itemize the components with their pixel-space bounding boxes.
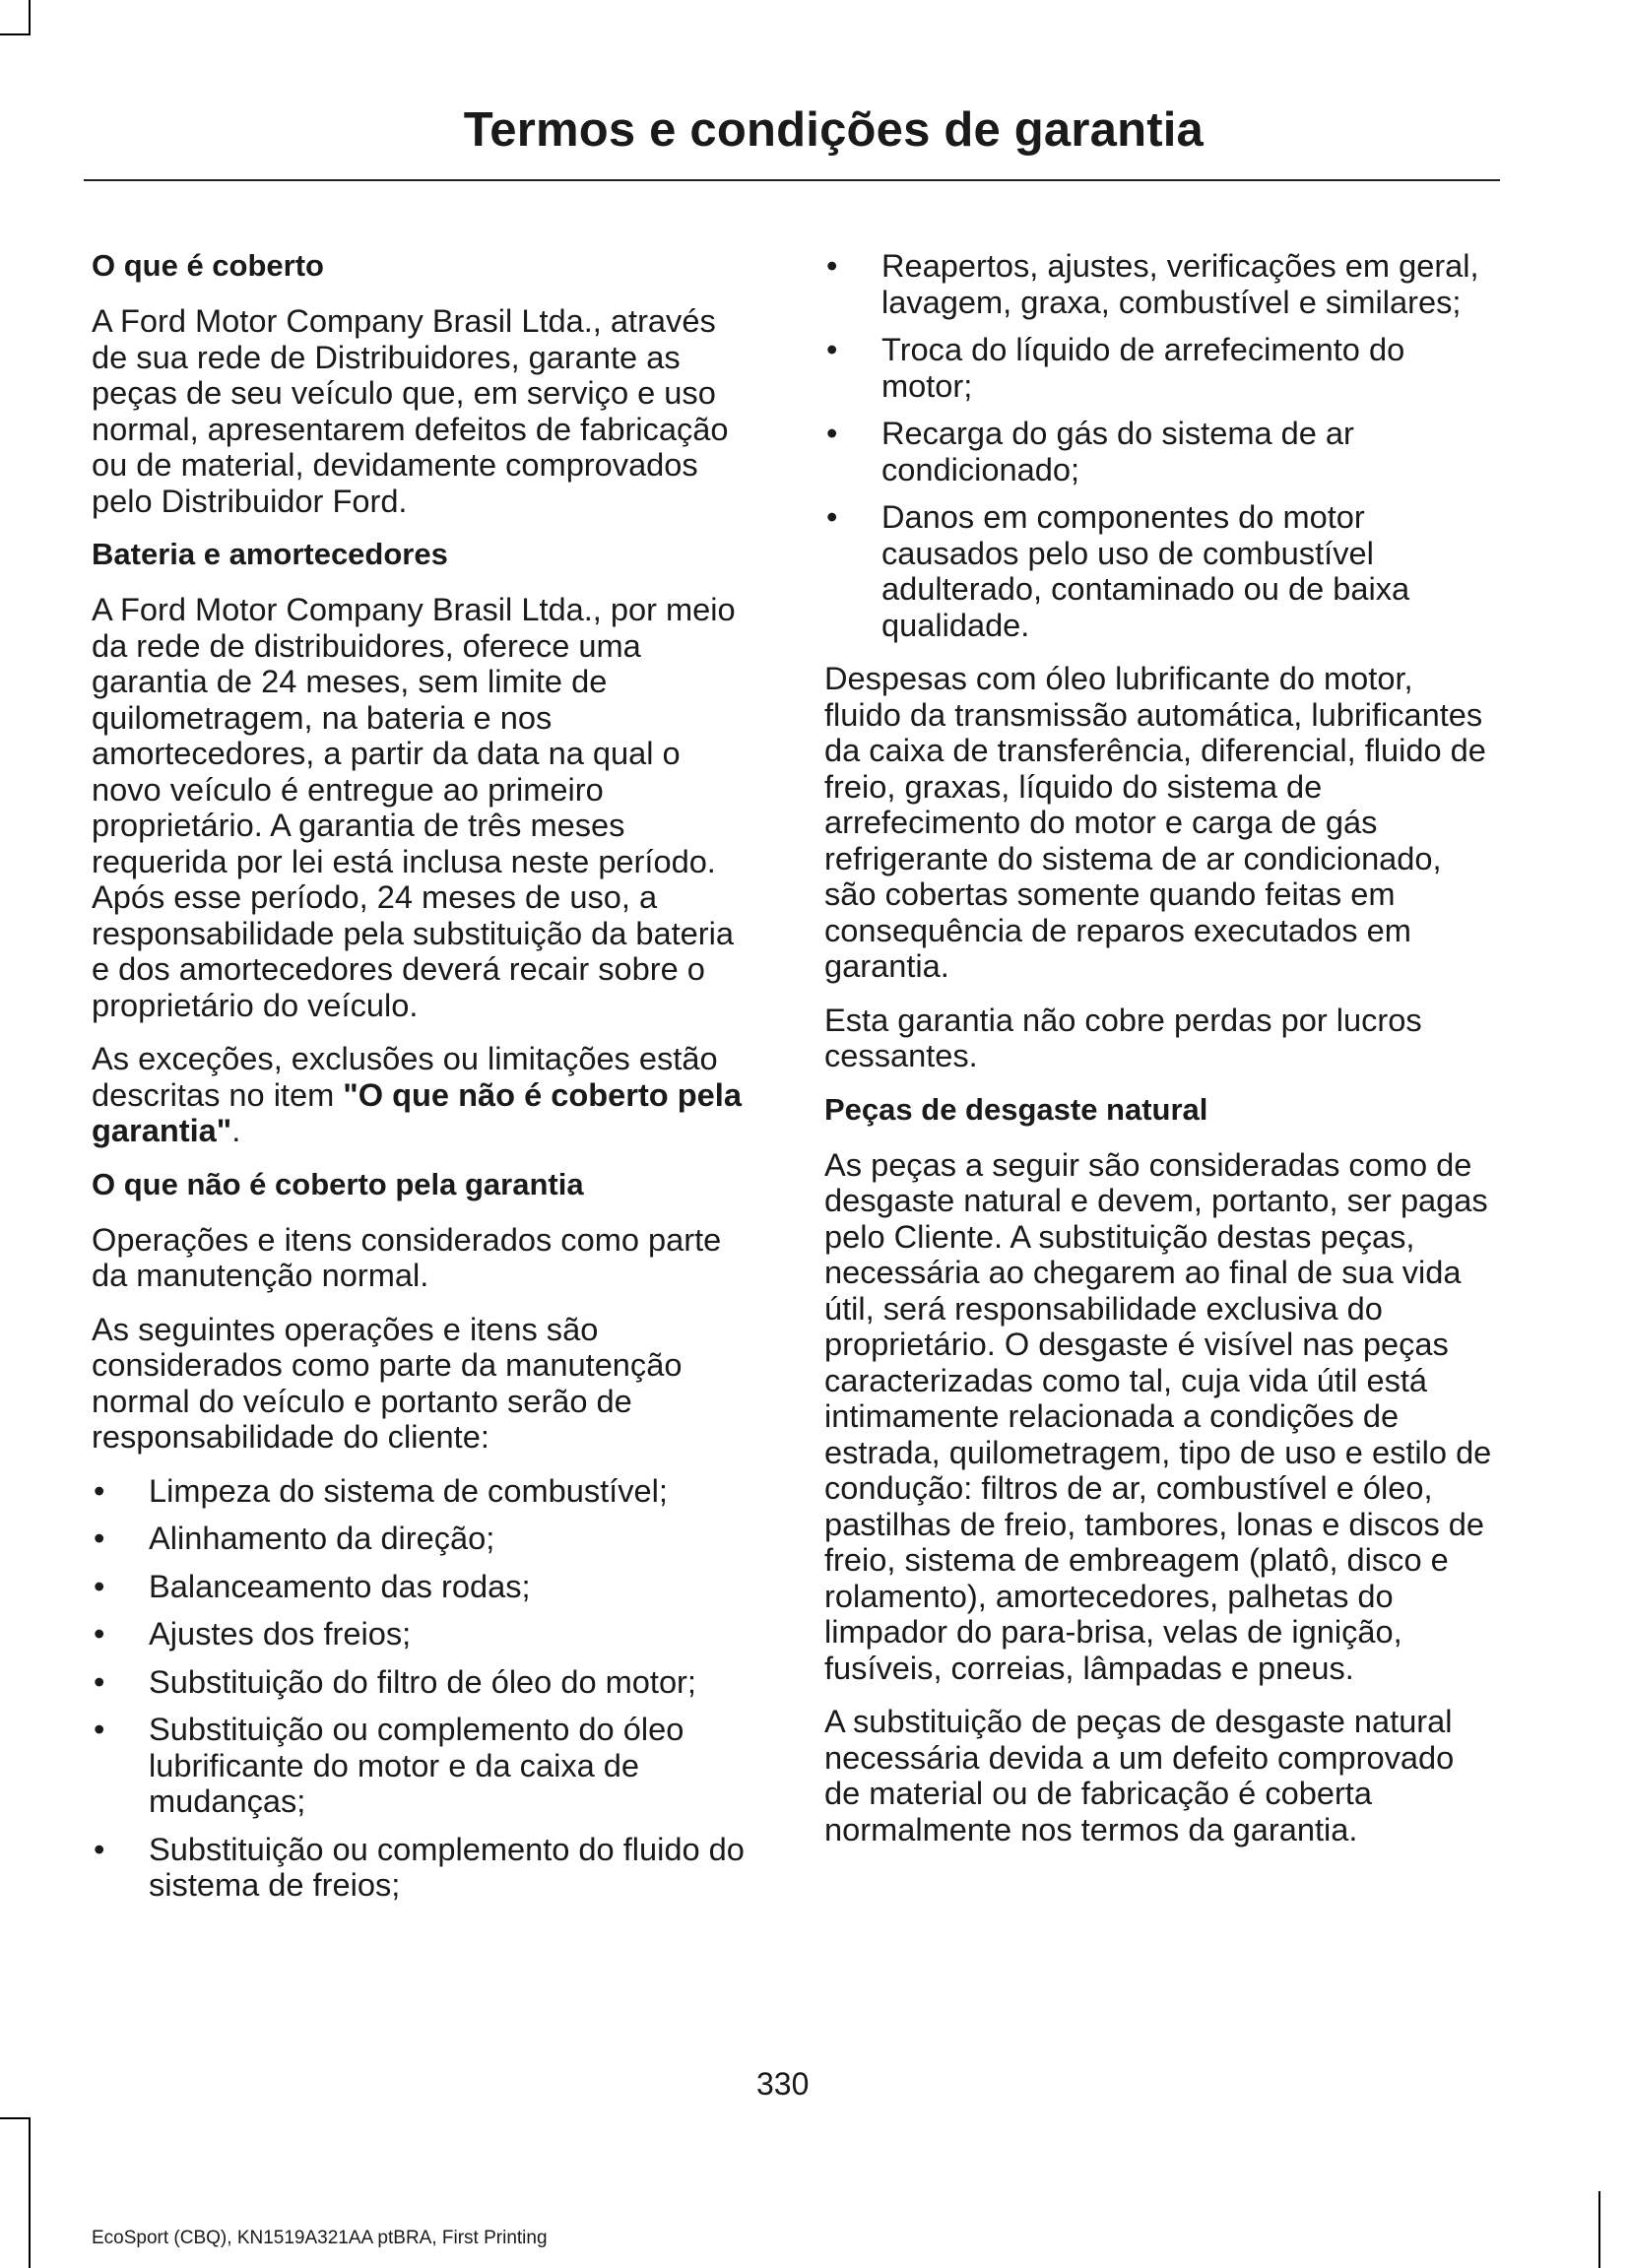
bullet: • bbox=[94, 1711, 105, 1747]
paragraph-lost-profits: Esta garantia não cobre perdas por lucros cessantes. bbox=[824, 1001, 1422, 1073]
list-item bbox=[92, 1569, 753, 1605]
paragraph-replacement: A substituição de peças de desgaste natural necessária devida a um defeito comprovado de material ou de fabricação é coberta normalmente nos termos da garantia. bbox=[824, 1703, 1455, 1847]
paragraph-battery: A Ford Motor Company Brasil Ltda., por meio da rede de distribuidores, oferece uma garantia de 24 meses, sem limite de quilometragem, na bateria e nos amortecedores, a partir da data na qual o novo veículo é entregue ao primeiro proprietário. A garantia de três meses requerida por lei está inclusa neste período. Após esse período, 24 meses de uso, a responsabilidade pela substituição da bateria e dos amortecedores deverá recair sobre o proprietário do veículo. bbox=[92, 591, 736, 1023]
list-item bbox=[92, 1473, 753, 1510]
list-item bbox=[92, 1521, 753, 1557]
exceptions-end: . bbox=[231, 1112, 241, 1148]
paragraph-exceptions bbox=[92, 1041, 753, 1149]
bullet: • bbox=[94, 1471, 105, 1509]
list-item bbox=[92, 1832, 753, 1904]
crop-mark bbox=[0, 2117, 31, 2119]
exceptions-reference: "O que não é coberto pela garantia" bbox=[92, 1075, 742, 1148]
list-item bbox=[824, 499, 1494, 643]
bullet: • bbox=[94, 1662, 105, 1700]
list-item-text: Substituição ou complemento do fluido do sistema de freios; bbox=[149, 1830, 745, 1903]
list-item bbox=[824, 416, 1494, 487]
bullet: • bbox=[94, 1830, 105, 1867]
section-heading-battery: Bateria e amortecedores bbox=[92, 537, 448, 571]
exceptions-text: As exceções, exclusões ou limitações estão descritas no item bbox=[92, 1040, 718, 1113]
list-item bbox=[92, 1664, 753, 1701]
list-item-text: Substituição do filtro de óleo do motor; bbox=[149, 1662, 696, 1700]
right-column bbox=[824, 248, 1494, 1865]
bullet: • bbox=[826, 498, 838, 535]
crop-mark bbox=[0, 33, 31, 35]
list-item-text: Troca do líquido de arrefecimento do motor; bbox=[881, 331, 1405, 404]
maintenance-list bbox=[92, 1473, 753, 1904]
paragraph-following: As seguintes operações e itens são considerados como parte da manutenção normal do veículo e portanto serão de responsabilidade do cliente: bbox=[92, 1310, 683, 1455]
list-item-text: Substituição ou complemento do óleo lubrificante do motor e da caixa de mudanças; bbox=[149, 1711, 684, 1819]
list-item-text: Ajustes dos freios; bbox=[149, 1615, 412, 1652]
paragraph-expenses: Despesas com óleo lubrificante do motor, fluido da transmissão automática, lubrificantes da caixa de transferência, diferencial, fluido de freio, graxas, líquido do sistema de arrefecimento do motor e carga de gás refrigerante do sistema de ar condicionado, são cobertas somente quando feitas em consequência de reparos executados em garantia. bbox=[824, 660, 1486, 984]
maintenance-list-continued bbox=[824, 248, 1494, 643]
list-item-text: Limpeza do sistema de combustível; bbox=[149, 1471, 668, 1509]
document-id: EcoSport (CBQ), KN1519A321AA ptBRA, First Printing bbox=[92, 2228, 548, 2248]
bullet: • bbox=[94, 1615, 105, 1652]
paragraph-wear-parts: As peças a seguir são consideradas como de desgaste natural e devem, portanto, ser pagas pelo Cliente. A substituição destas peças, necessária ao chegarem ao final de sua vida útil, será responsabilidade exclusiva do proprietário. O desgaste é visível nas peças caracterizadas como tal, cuja vida útil está intimamente relacionada a condições de estrada, quilometragem, tipo de uso e estilo de condução: filtros de ar, combustível e óleo, pastilhas de freio, tambores, lonas e discos de freio, sistema de embreagem (platô, disco e rolamento), amortecedores, palhetas do limpador do para-brisa, velas de ignição, fusíveis, correias, lâmpadas e pneus. bbox=[824, 1145, 1492, 1686]
list-item bbox=[92, 1616, 753, 1652]
page-title: Termos e condições de garantia bbox=[463, 103, 1204, 157]
list-item bbox=[92, 1712, 753, 1820]
crop-mark bbox=[29, 2117, 31, 2268]
bullet: • bbox=[826, 247, 838, 284]
title-divider bbox=[84, 179, 1500, 181]
list-item-text: Danos em componentes do motor causados pelo uso de combustível adulterado, contaminado ou de baixa qualidade. bbox=[881, 498, 1410, 643]
bullet: • bbox=[94, 1567, 105, 1604]
list-item-text: Alinhamento da direção; bbox=[149, 1520, 495, 1556]
section-heading-wear-parts: Peças de desgaste natural bbox=[824, 1091, 1208, 1127]
section-heading-covered: O que é coberto bbox=[92, 248, 324, 283]
bullet: • bbox=[826, 415, 838, 451]
list-item-text: Recarga do gás do sistema de ar condicionado; bbox=[881, 415, 1354, 487]
paragraph-operations: Operações e itens considerados como parte da manutenção normal. bbox=[92, 1220, 722, 1293]
list-item bbox=[824, 248, 1494, 320]
bullet: • bbox=[94, 1520, 105, 1556]
paragraph-covered: A Ford Motor Company Brasil Ltda., através de sua rede de Distribuidores, garante as peças de seu veículo que, em serviço e uso normal, apresentarem defeitos de fabricação ou de material, devidamente comprovados pelo Distribuidor Ford. bbox=[92, 302, 729, 519]
list-item-text: Balanceamento das rodas; bbox=[149, 1567, 531, 1604]
left-column bbox=[92, 248, 753, 1921]
section-heading-not-covered: O que não é coberto pela garantia bbox=[92, 1166, 584, 1201]
page-number: 330 bbox=[756, 2066, 810, 2102]
crop-mark bbox=[29, 0, 31, 33]
bullet: • bbox=[826, 331, 838, 367]
list-item-text: Reapertos, ajustes, verificações em geral, lavagem, graxa, combustível e similares; bbox=[881, 247, 1479, 320]
crop-mark bbox=[1598, 2191, 1600, 2268]
list-item bbox=[824, 332, 1494, 404]
